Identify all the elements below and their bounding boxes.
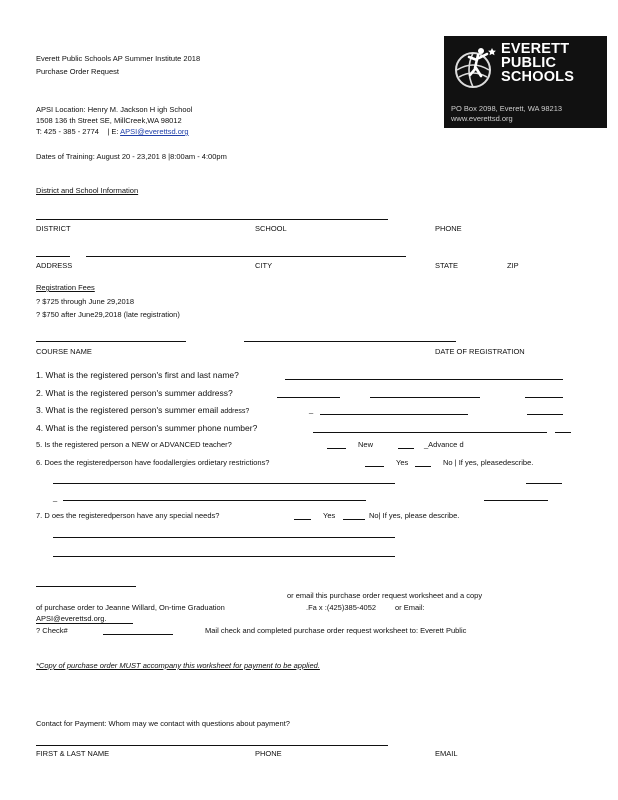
check-number-label: ? Check# (36, 626, 68, 635)
phone-label: PHONE (435, 224, 462, 233)
fee-item-late: ? $750 after June29,2018 (late registration) (36, 310, 180, 319)
q6-answer-line-1b[interactable] (526, 483, 562, 484)
q6-yes-line[interactable] (365, 466, 384, 467)
q6-answer-line-2[interactable] (63, 500, 366, 501)
question-7: 7. D oes the registeredperson have any special needs? (36, 511, 220, 520)
zip-label: ZIP (507, 261, 519, 270)
contact-email-label: EMAIL (435, 749, 458, 758)
address-line[interactable] (86, 256, 406, 257)
copy-required-note: *Copy of purchase order MUST accompany this worksheet for payment to be applied. (36, 661, 320, 670)
location-line: APSI Location: Henry M. Jackson H igh School (36, 105, 193, 114)
mail-check-instructions: Mail check and completed purchase order request worksheet to: Everett Public (205, 626, 467, 635)
answer-2-line-b[interactable] (370, 397, 480, 398)
payment-email-link[interactable]: APSI@everettsd.org. (36, 614, 107, 623)
answer-1-line[interactable] (285, 379, 563, 380)
payment-email-label: or Email: (395, 603, 425, 612)
q6-dash: _ (53, 493, 58, 502)
answer-2-line-a[interactable] (277, 397, 340, 398)
contact-email-link[interactable]: APSI@everettsd.org (120, 127, 189, 136)
address-label: ADDRESS (36, 261, 73, 270)
q6-answer-line-1[interactable] (53, 483, 395, 484)
training-dates: Dates of Training: August 20 - 23,201 8 |8:00am - 4:00pm (36, 152, 227, 161)
question-3 (36, 406, 249, 415)
question-6: 6. Does the registeredperson have foodallergies ordietary restrictions? (36, 458, 270, 467)
q6-no-label: No | If yes, pleasedescribe. (443, 458, 534, 467)
contact-line (36, 128, 189, 136)
q7-answer-line-1[interactable] (53, 537, 395, 538)
question-1: 1. What is the registered person's first and last name? (36, 370, 239, 380)
payment-name-line[interactable] (36, 586, 136, 587)
answer-3-line-b[interactable] (527, 414, 563, 415)
payment-email-underline (36, 623, 133, 624)
payment-instructions-2: of purchase order to Jeanne Willard, On-time Graduation (36, 603, 225, 612)
q6-yes-label: Yes (396, 458, 409, 467)
question-5: 5. Is the registered person a NEW or ADVANCED teacher? (36, 440, 232, 449)
answer-2-line-c[interactable] (525, 397, 563, 398)
advanced-checkbox-line[interactable] (398, 448, 414, 449)
answer-3-line[interactable] (320, 414, 468, 415)
address-line-left[interactable] (36, 256, 70, 257)
advanced-option-label: _Advance d (424, 440, 464, 449)
fax-number: .Fa x :(425)385-4052 (306, 603, 377, 612)
question-3-text: 3. What is the registered person's summer email (36, 405, 219, 415)
contact-phone-label: PHONE (255, 749, 282, 758)
answer-4-line[interactable] (313, 432, 547, 433)
first-last-name-label: FIRST & LAST NAME (36, 749, 110, 758)
new-option-label: New (358, 440, 374, 449)
state-label: STATE (435, 261, 459, 270)
logo-address: PO Box 2098, Everett, WA 98213 www.everettsd.org (451, 104, 563, 123)
contact-for-payment: Contact for Payment: Whom may we contact with questions about payment? (36, 719, 290, 728)
answer-4-line-b[interactable] (555, 432, 571, 433)
q7-yes-label: Yes (323, 511, 336, 520)
form-subtitle: Purchase Order Request (36, 67, 119, 76)
date-of-registration-label: DATE OF REGISTRATION (435, 347, 525, 356)
fees-heading: Registration Fees (36, 283, 95, 292)
q6-no-line[interactable] (415, 466, 431, 467)
district-logo (444, 36, 607, 128)
school-label: SCHOOL (255, 224, 287, 233)
globe-logo-icon (451, 42, 499, 92)
contact-separator: | E: (107, 127, 119, 136)
q7-no-label: No| If yes, please describe. (369, 511, 460, 520)
question-3-dash: _ (309, 405, 314, 414)
form-title: Everett Public Schools AP Summer Institute 2018 (36, 54, 201, 63)
question-2: 2. What is the registered person's summer address? (36, 388, 233, 398)
district-section-heading: District and School Information (36, 186, 139, 195)
city-label: CITY (255, 261, 273, 270)
q6-answer-line-2b[interactable] (484, 500, 548, 501)
q7-answer-line-2[interactable] (53, 556, 395, 557)
street-address: 1508 136 th Street SE, MillCreek,WA 98012 (36, 116, 182, 125)
fee-item-early: ? $725 through June 29,2018 (36, 297, 135, 306)
course-date-line[interactable] (244, 341, 456, 342)
q7-yes-line[interactable] (294, 519, 311, 520)
course-line[interactable] (36, 341, 186, 342)
payment-instructions-1: or email this purchase order request worksheet and a copy (287, 591, 483, 600)
question-3-address: address? (220, 408, 250, 415)
course-name-label: COURSE NAME (36, 347, 92, 356)
question-4: 4. What is the registered person's summer phone number? (36, 423, 258, 433)
check-number-line[interactable] (103, 634, 173, 635)
logo-wordmark: EVERETT PUBLIC SCHOOLS (501, 41, 575, 85)
new-checkbox-line[interactable] (327, 448, 346, 449)
contact-phone: T: 425 - 385 - 2774 (36, 127, 99, 136)
contact-line[interactable] (36, 745, 388, 746)
district-label: DISTRICT (36, 224, 71, 233)
district-school-line[interactable] (36, 219, 388, 220)
q7-no-line[interactable] (343, 519, 365, 520)
